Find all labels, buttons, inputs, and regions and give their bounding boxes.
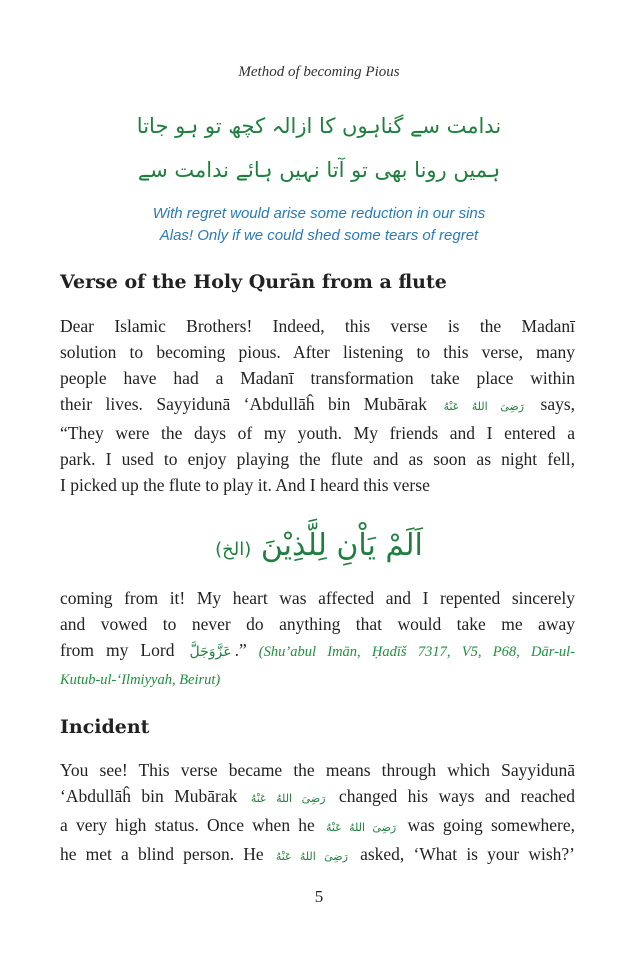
paragraph-line-with-honorific [60, 812, 575, 841]
text-fragment: from my Lord [60, 640, 175, 660]
paragraph-line [60, 665, 575, 693]
paragraph-line: solution to becoming pious. After listening to this verse, many [60, 342, 575, 362]
paragraph-line: I picked up the flute to play it. And I heard this verse [60, 475, 430, 495]
paragraph-line-with-honorific [60, 391, 575, 420]
paragraph-line: “They were the days of my youth. My friends and I entered a [60, 423, 575, 443]
honorific-arabic: رَضِیَ اللهُ عَنْهُ [443, 400, 525, 413]
text-fragment: asked, ‘What is your wish?’ [360, 844, 576, 864]
verse-suffix: (الخ) [215, 539, 252, 560]
quran-verse [0, 528, 638, 563]
citation-part-2: Kutub-ul-‘Ilmiyyah, Beirut) [60, 672, 221, 688]
urdu-couplet-line-2: ہمیں رونا بھی تو آتا نہیں ہائے ندامت سے [137, 158, 501, 182]
paragraph-line: You see! This verse became the means through which Sayyidunā [60, 760, 575, 780]
text-fragment: their lives. Sayyidunā ‘Abdullāĥ bin Mubārak [60, 394, 427, 414]
text-fragment: changed his ways and reached [338, 786, 576, 806]
urdu-couplet-line-1: ندامت سے گناہوں کا ازالہ کچھ تو ہو جاتا [136, 114, 502, 138]
paragraph-line: and vowed to never do anything that would take me away [60, 614, 575, 634]
paragraph-intro [60, 313, 575, 498]
paragraph-line: park. I used to enjoy playing the flute and as soon as night fell, [60, 449, 575, 469]
paragraph-line: coming from it! My heart was affected and I repented sincerely [60, 588, 575, 608]
honorific-arabic: رَضِیَ اللهُ عَنْهُ [326, 821, 397, 834]
page-number: 5 [314, 887, 324, 906]
paragraph-incident [60, 757, 575, 870]
section-heading-incident: Incident [60, 716, 150, 738]
paragraph-line-with-honorific [60, 841, 575, 870]
text-fragment: .” [234, 640, 247, 660]
glorification-arabic: عَزَّوَجَلَّ [189, 644, 232, 660]
text-fragment: was going somewhere, [407, 815, 576, 835]
paragraph-continuation [60, 585, 575, 693]
running-header: Method of becoming Pious [238, 64, 400, 80]
text-fragment: says, [540, 394, 576, 414]
paragraph-line: people have had a Madanī transformation take place within [60, 368, 575, 388]
verse-arabic: اَلَمْ يَاْنِ لِلَّذِيْنَ [260, 528, 423, 563]
paragraph-line-with-honorific [60, 783, 575, 812]
section-heading-verse: Verse of the Holy Qurān from a flute [60, 271, 447, 293]
honorific-arabic: رَضِیَ اللهُ عَنْهُ [275, 850, 348, 863]
honorific-arabic: رَضِیَ اللهُ عَنْهُ [250, 792, 326, 805]
translation-line-1: With regret would arise some reduction in our sins [152, 205, 486, 222]
text-fragment: he met a blind person. He [60, 844, 264, 864]
text-fragment: ‘Abdullāĥ bin Mubārak [60, 786, 238, 806]
translation-line-2: Alas! Only if we could shed some tears of regret [159, 227, 479, 244]
paragraph-line-with-citation [60, 637, 575, 665]
citation-part-1: (Shu’abul Imān, Ḥadīš 7317, V5, P68, Dār-ul- [258, 644, 576, 660]
paragraph-line: Dear Islamic Brothers! Indeed, this verse is the Madanī [60, 316, 575, 336]
text-fragment: a very high status. Once when he [60, 815, 315, 835]
